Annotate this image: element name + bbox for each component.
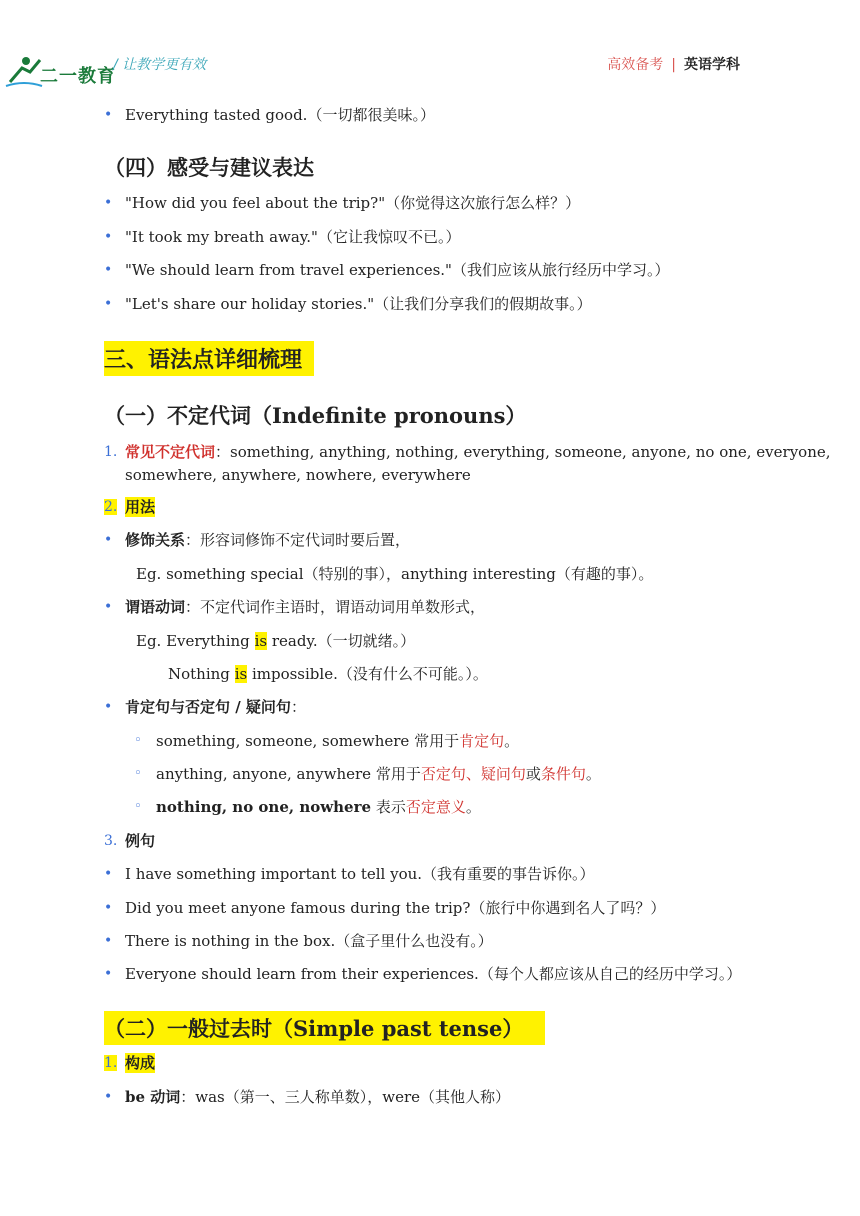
sub-item-text: 或 [525,765,541,783]
logo-text: 二一教育 [40,66,116,87]
subheading-structure: 构成 [125,1054,156,1072]
list-item: Everything tasted good.（一切都很美味。） [125,106,435,124]
sub-item-text: 。 [585,765,601,783]
subheading-examples: 例句 [125,832,156,850]
bullet: • [104,296,113,312]
item-text: ： [290,698,306,716]
sub-item-red: 肯定句 [459,732,505,750]
list-number: 1. [104,444,118,460]
list-item [125,530,410,550]
bullet: • [104,599,113,615]
sub-item-text: something, someone, somewhere 常用于 [156,732,460,750]
list-item: There is nothing in the box.（盒子里什么也没有。） [125,932,493,950]
list-item: I have something important to tell you.（我有重要的事告诉你。） [125,865,595,883]
list-item [125,442,831,462]
list-number: 3. [104,833,118,849]
list-item [125,697,306,717]
sub-list-item [156,731,519,751]
header-tag-subject: 英语学科 [684,57,740,73]
section-heading-grammar: 三、语法点详细梳理 [104,341,314,376]
header-slogan: / 让教学更有效 [113,57,207,73]
bullet: • [104,1089,113,1105]
bullet: • [104,532,113,548]
header-tag-exam: 高效备考 [607,57,664,73]
list-number: 1. [104,1055,118,1071]
header-separator: | [671,57,676,73]
sub-item-text: 。 [465,798,481,816]
sub-item-red: 条件句 [540,765,586,783]
item-text: ：不定代词作主语时，谓语动词用单数形式， [185,598,486,616]
term-text: ：something, anything, nothing, everything, someone, anyone, no one, everyone, [215,443,831,461]
highlight-verb: is [234,665,248,683]
item-text: ：was（第一、三人称单数），were（其他人称） [180,1088,511,1106]
list-item: "How did you feel about the trip?"（你觉得这次旅行怎么样？） [125,194,581,212]
example-part: Nothing [168,665,235,683]
example-part: impossible.（没有什么不可能。）。 [247,665,488,683]
bullet: • [104,966,113,982]
sub-item-red: 否定意义 [405,798,466,816]
item-label: 肯定句与否定句 / 疑问句 [125,698,291,716]
example-part: ready.（一切就绪。） [267,632,416,650]
item-label: be 动词 [125,1088,181,1106]
bullet: • [104,933,113,949]
item-label: 修饰关系 [125,531,186,549]
list-number: 2. [104,499,118,515]
list-item: "We should learn from travel experiences."（我们应该从旅行经历中学习。） [125,261,670,279]
sub-list-item [156,797,481,817]
example-line: Eg. something special（特别的事），anything interesting（有趣的事）。 [136,565,654,583]
term-label: 常见不定代词 [125,443,216,461]
list-item: Everyone should learn from their experiences.（每个人都应该从自己的经历中学习。） [125,965,742,983]
sub-item-bold: nothing, no one, nowhere [156,798,372,816]
list-item: "Let's share our holiday stories."（让我们分享我们的假期故事。） [125,295,592,313]
bullet: • [104,195,113,211]
sub-item-red: 否定句、疑问句 [420,765,526,783]
example-line [168,664,488,684]
bullet: • [104,262,113,278]
subheading-usage: 用法 [125,498,156,516]
list-item [125,1087,510,1107]
sub-item-text: anything, anyone, anywhere 常用于 [156,765,421,783]
header-right [607,54,740,74]
list-item: "It took my breath away."（它让我惊叹不已。） [125,228,461,246]
bullet: • [104,699,113,715]
list-item-continued: somewhere, anywhere, nowhere, everywhere [125,466,471,484]
sub-bullet: ◦ [134,799,142,814]
sub-list-item [156,764,601,784]
bullet: • [104,107,113,123]
sub-bullet: ◦ [134,733,142,748]
list-item [125,597,485,617]
example-part: Eg. Everything [136,632,255,650]
sub-item-text: 表示 [371,798,406,816]
section-heading-four: （四）感受与建议表达 [104,155,314,180]
section-heading-pronouns: （一）不定代词（Indefinite pronouns） [104,403,527,428]
highlight-verb: is [254,632,268,650]
sub-item-text: 。 [504,732,520,750]
bullet: • [104,229,113,245]
list-item: Did you meet anyone famous during the trip?（旅行中你遇到名人了吗？） [125,899,666,917]
bullet: • [104,866,113,882]
sub-bullet: ◦ [134,766,142,781]
item-text: ：形容词修饰不定代词时要后置， [185,531,411,549]
example-line [136,631,415,651]
bullet: • [104,900,113,916]
item-label: 谓语动词 [125,598,186,616]
section-heading-past-tense: （二）一般过去时（Simple past tense） [104,1011,545,1045]
